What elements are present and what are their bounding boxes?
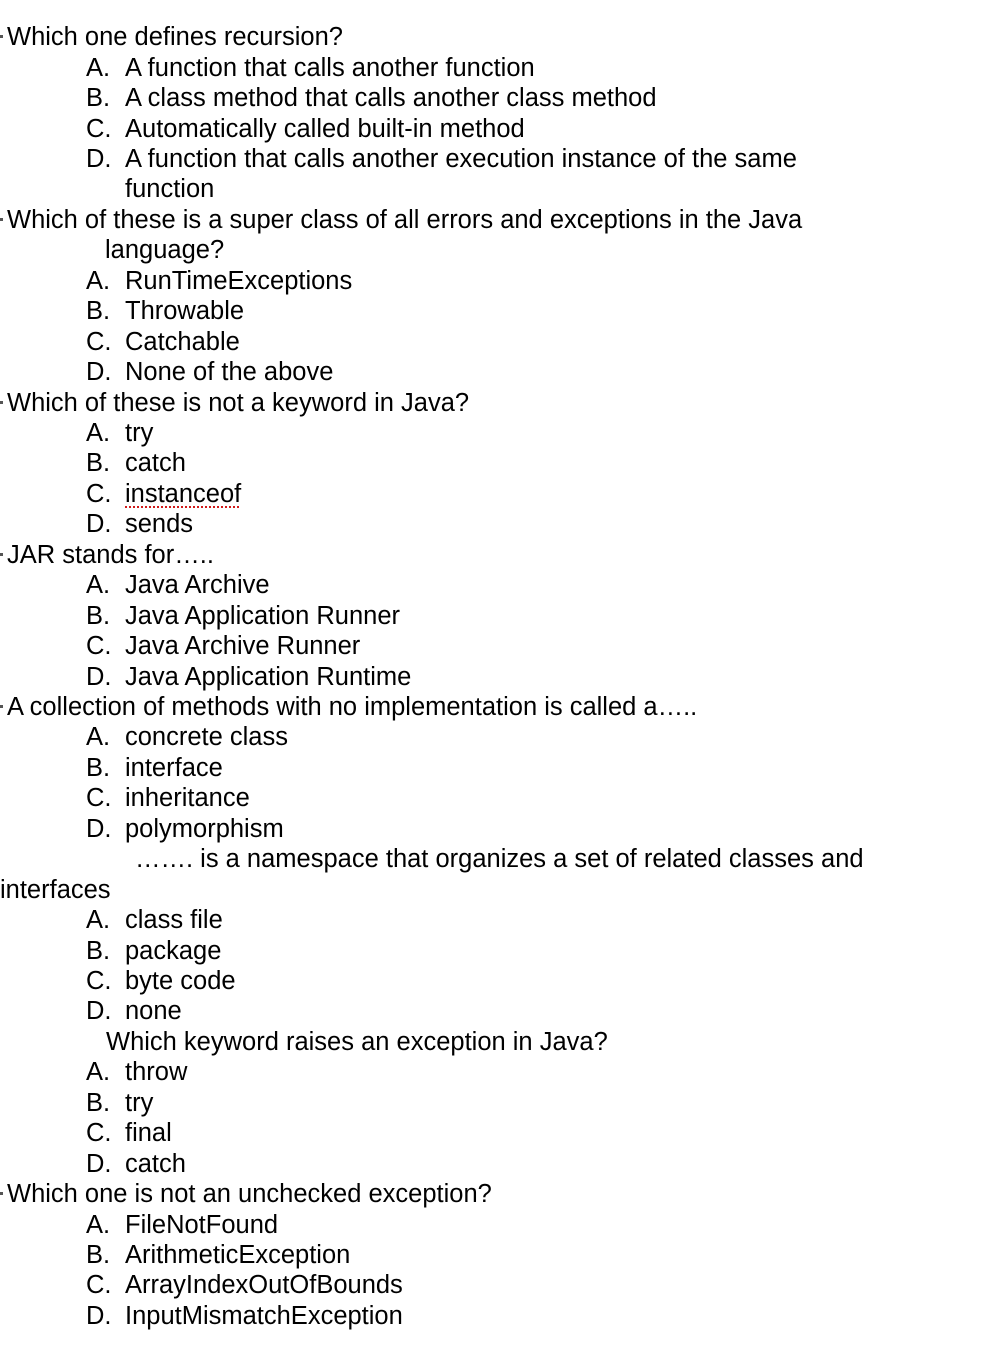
option-text: A function that calls another function [125,54,535,82]
option-text: Java Application Runner [125,602,401,630]
option-letter: B. [86,297,111,325]
option-letter: B. [86,754,111,782]
option-text: inheritance [125,784,250,812]
option-text: A function that calls another execution instance of the same [125,145,797,173]
option-letter: D. [86,663,112,691]
option-text: InputMismatchException [125,1302,403,1330]
option-letter: D. [86,358,112,386]
option-text: Automatically called built-in method [125,115,525,143]
option-text: catch [125,1150,186,1178]
option-letter: B. [86,449,111,477]
option-text: ArrayIndexOutOfBounds [125,1271,403,1299]
option-text: Java Archive Runner [125,632,361,660]
option-letter: A. [86,267,111,295]
option-text: try [125,419,154,447]
question-1-option-d-continuation: function [125,175,215,203]
option-letter: C. [86,480,112,508]
option-text: Catchable [125,328,240,356]
option-letter: D. [86,510,112,538]
option-letter: B. [86,1241,111,1269]
question-2-text: Which of these is a super class of all errors and exceptions in the Java [7,206,803,234]
option-letter: A. [86,571,111,599]
question-6-text: ……. is a namespace that organizes a set of related classes and [135,845,864,873]
option-letter: B. [86,937,111,965]
option-letter: C. [86,1271,112,1299]
option-letter: C. [86,115,112,143]
option-text: None of the above [125,358,334,386]
option-letter: D. [86,1302,112,1330]
list-marker [0,553,3,556]
option-text: concrete class [125,723,288,751]
question-3-text: Which of these is not a keyword in Java? [7,389,470,417]
option-letter: A. [86,906,111,934]
question-4-text: JAR stands for….. [7,541,214,569]
question-8-text: Which one is not an unchecked exception? [7,1180,492,1208]
list-marker [0,35,3,38]
option-text: package [125,937,222,965]
option-letter: A. [86,1058,111,1086]
option-text: byte code [125,967,236,995]
question-5-text: A collection of methods with no implementation is called a….. [7,693,698,721]
list-marker [0,218,3,221]
option-letter: C. [86,632,112,660]
option-text: ArithmeticException [125,1241,351,1269]
question-2-continuation: language? [105,236,225,264]
option-text: throw [125,1058,188,1086]
option-text: final [125,1119,172,1147]
option-letter: D. [86,145,112,173]
option-letter: A. [86,54,111,82]
option-text: instanceof [125,480,242,508]
option-text: Throwable [125,297,245,325]
option-letter: B. [86,84,111,112]
option-text: sends [125,510,194,538]
option-letter: D. [86,815,112,843]
list-marker [0,705,3,708]
question-1-text: Which one defines recursion? [7,23,343,51]
option-text: try [125,1089,154,1117]
option-letter: C. [86,784,112,812]
option-text: polymorphism [125,815,284,843]
option-letter: D. [86,1150,112,1178]
question-6-continuation: interfaces [0,876,111,904]
option-text: FileNotFound [125,1211,279,1239]
option-text: Java Application Runtime [125,663,412,691]
list-marker [0,1192,3,1195]
option-text: interface [125,754,223,782]
option-letter: B. [86,1089,111,1117]
option-letter: B. [86,602,111,630]
option-text: catch [125,449,186,477]
option-letter: C. [86,967,112,995]
option-text: RunTimeExceptions [125,267,353,295]
option-letter: A. [86,723,111,751]
option-letter: A. [86,419,111,447]
option-letter: C. [86,1119,112,1147]
list-marker [0,401,3,404]
question-7-text: Which keyword raises an exception in Java? [106,1028,608,1056]
option-letter: A. [86,1211,111,1239]
option-text: Java Archive [125,571,270,599]
option-letter: D. [86,997,112,1025]
option-text: A class method that calls another class method [125,84,657,112]
option-text: class file [125,906,223,934]
option-letter: C. [86,328,112,356]
option-text: none [125,997,182,1025]
